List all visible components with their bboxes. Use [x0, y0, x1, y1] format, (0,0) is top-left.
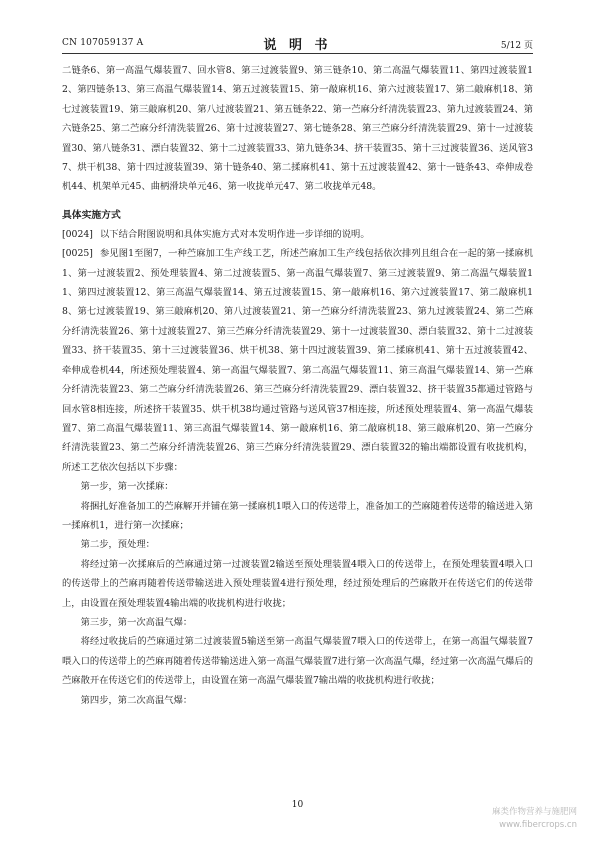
paragraph-tag-0024: [0024]: [62, 228, 93, 240]
intro-paragraph: 二链条6、第一高温气爆装置7、回水管8、第三过渡装置9、第三链条10、第二高温气爆装置11、第四过渡装置12、第四链条13、第三高温气爆装置14、第五过渡装置15、第一敲麻机16、第六过渡装置17、第二敲麻机18、第七过渡装置19、第三敲麻机20、第八过渡装置21、第五链条22、第一苎麻分纤清洗装置23、第九过渡装置24、第六链条25、第二苎麻分纤清洗装置26、第十过渡装置27、第七链条28、第三苎麻分纤清洗装置29、第十一过渡装置30、第八链条31、漂白装置32、第十二过渡装置33、第九链条34、挤干装置35、第十三过渡装置36、送风管37、烘干机38、第十四过渡装置39、第十链条40、第二揉麻机41、第十五过渡装置42、第十一链条43、牵伸成卷机44、机架单元45、曲柄滑块单元46、第一收拢单元47、第二收拢单元48。: [62, 65, 533, 193]
step3-title: 第三步，第一次高温气爆：: [80, 616, 193, 628]
paragraph-text-0025: 参见图1至图7，一种苎麻加工生产线工艺，所述苎麻加工生产线包括依次排列且组合在一起的第一揉麻机1、第一过渡装置2、预处理装置4、第二过渡装置5、第一高温气爆装置7、第三过渡装置9、第二高温气爆装置11、第四过渡装置12、第三高温气爆装置14、第五过渡装置15、第一敲麻机16、第六过渡装置17、第二敲麻机18、第七过渡装置19、第三敲麻机20、第八过渡装置21、第一苎麻分纤清洗装置23、第九过渡装置24、第二苎麻分纤清洗装置26、第十过渡装置27、第三苎麻分纤清洗装置29、第十一过渡装置30、漂白装置32、第十二过渡装置33、挤干装置35、第十三过渡装置36、烘干机38、第十四过渡装置39、第二揉麻机41、第十五过渡装置42、牵伸成卷机44，所述预处理装置4、第一高温气爆装置7、第二高温气爆装置11、第三高温气爆装置14、第一苎麻分纤清洗装置23、第二苎麻分纤清洗装置26、第三苎麻分纤清洗装置29、漂白装置32、挤干装置35都通过管路与回水管8相连接，所述挤干装置35、烘干机38均通过管路与送风管37相连接，所述预处理装置4、第一高温气爆装置7、第二高温气爆装置11、第三高温气爆装置14、第一敲麻机16、第二敲麻机18、第三敲麻机20、第一苎麻分纤清洗装置23、第二苎麻分纤清洗装置26、第三苎麻分纤清洗装置29、漂白装置32的输出端都设置有收拢机构，所述工艺依次包括以下步骤：: [62, 248, 533, 473]
step1-text: 将捆扎好准备加工的苎麻解开并铺在第一揉麻机1喂入口的传送带上，准备加工的苎麻随着传送带的输送进入第一揉麻机1，进行第一次揉麻；: [62, 500, 533, 531]
step2-title: 第二步，预处理：: [80, 539, 155, 551]
patent-number: CN 107059137 A: [62, 38, 144, 48]
step4-title: 第四步，第二次高温气爆：: [80, 694, 193, 706]
step3-text: 将经过收拢后的苎麻通过第二过渡装置5输送至第一高温气爆装置7喂入口的传送带上，在第一高温气爆装置7喂入口的传送带上的苎麻再随着传送带输送进入第一高温气爆装置7进行第一次高温气爆，经过第一次高温气爆后的苎麻散开在传送它们的传送带上，由设置在第一高温气爆装置7输出端的收拢机构进行收拢；: [62, 636, 533, 687]
step2-text: 将经过第一次揉麻后的苎麻通过第一过渡装置2输送至预处理装置4喂入口的传送带上，在预处理装置4喂入口的传送带上的苎麻再随着传送带输送进入预处理装置4进行预处理，经过预处理后的苎麻散开在传送它们的传送带上，由设置在预处理装置4输出端的收拢机构进行收拢；: [62, 558, 533, 609]
paragraph-text-0024: 以下结合附图说明和具体实施方式对本发明作进一步详细的说明。: [100, 228, 370, 240]
header-divider: [62, 53, 533, 54]
page-count: 5/12 页: [500, 41, 533, 51]
paragraph-0024: [62, 225, 533, 244]
watermark-url: www.fibercrops.cn: [499, 820, 577, 830]
page-header: [62, 34, 533, 52]
page-number: 10: [291, 800, 304, 810]
section-title: 具体实施方式: [62, 209, 121, 221]
site-watermark: [492, 806, 577, 832]
step1-title: 第一步，第一次揉麻：: [80, 481, 174, 493]
document-body: [62, 61, 533, 710]
document-type-title: 说 明 书: [263, 38, 332, 53]
paragraph-tag-0025: [0025]: [62, 248, 93, 260]
watermark-site-name: 麻类作物营养与施肥网: [491, 807, 577, 817]
paragraph-0025: [62, 244, 533, 477]
